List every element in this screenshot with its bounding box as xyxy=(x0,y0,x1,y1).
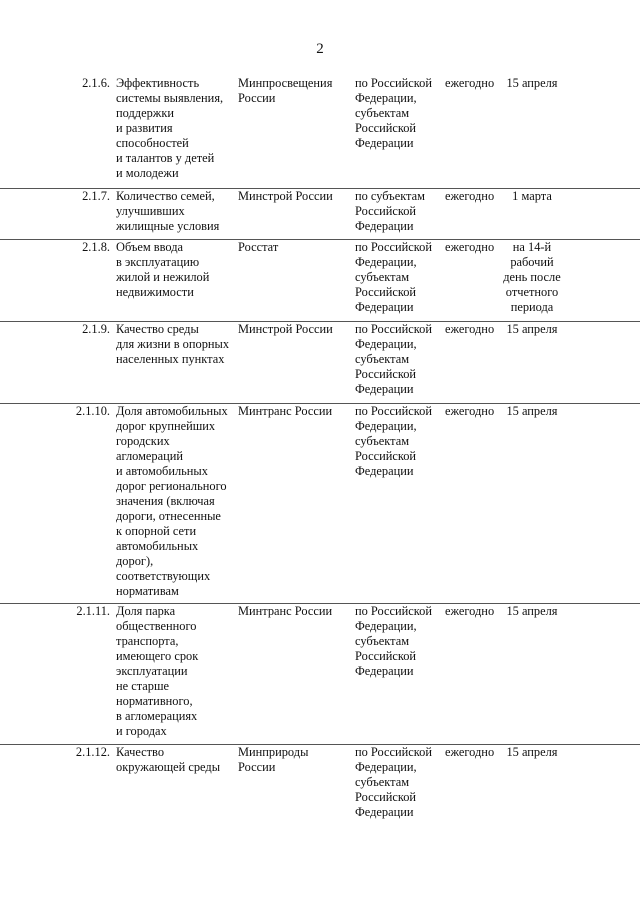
row-number: 2.1.7. xyxy=(82,189,110,203)
indicators-table xyxy=(0,76,640,825)
frequency: ежегодно xyxy=(445,76,495,90)
responsible-agency: Минтранс России xyxy=(238,404,333,418)
deadline: 15 апреля xyxy=(506,322,558,336)
frequency: ежегодно xyxy=(445,404,495,418)
indicator-name: Эффективность системы выявления, поддержки и развития способностей и талантов у детей и молодежи xyxy=(116,76,224,180)
table-row xyxy=(0,404,640,604)
table-row xyxy=(0,604,640,745)
deadline: 1 марта xyxy=(512,189,552,203)
deadline: 15 апреля xyxy=(506,604,558,618)
responsible-agency: Минпросвещения России xyxy=(238,76,333,105)
data-level: по Российской Федерации, субъектам Российской Федерации xyxy=(355,322,432,396)
row-number: 2.1.8. xyxy=(82,240,110,254)
data-level: по Российской Федерации, субъектам Российской Федерации xyxy=(355,745,432,819)
table-row xyxy=(0,240,640,322)
frequency: ежегодно xyxy=(445,745,495,759)
indicator-name: Качество окружающей среды xyxy=(116,745,221,774)
responsible-agency: Минтранс России xyxy=(238,604,333,618)
frequency: ежегодно xyxy=(445,240,495,254)
responsible-agency: Росстат xyxy=(238,240,279,254)
table-row xyxy=(0,745,640,825)
frequency: ежегодно xyxy=(445,604,495,618)
frequency: ежегодно xyxy=(445,322,495,336)
responsible-agency: Минприроды России xyxy=(238,745,309,774)
indicator-name: Объем ввода в эксплуатацию жилой и нежилой недвижимости xyxy=(116,240,210,299)
row-number: 2.1.6. xyxy=(82,76,110,90)
responsible-agency: Минстрой России xyxy=(238,189,333,203)
indicator-name: Доля автомобильных дорог крупнейших городских агломераций и автомобильных дорог регионального значения (включая дороги, отнесенные к опорной сети автомобильных дорог), соответствующих нормативам xyxy=(116,404,228,598)
row-number: 2.1.10. xyxy=(75,404,110,418)
responsible-agency: Минстрой России xyxy=(238,322,333,336)
deadline: 15 апреля xyxy=(506,76,558,90)
deadline: 15 апреля xyxy=(506,745,558,759)
data-level: по Российской Федерации, субъектам Российской Федерации xyxy=(355,240,432,314)
data-level: по Российской Федерации, субъектам Российской Федерации xyxy=(355,76,432,150)
deadline: 15 апреля xyxy=(506,404,558,418)
indicator-name: Качество среды для жизни в опорных населенных пунктах xyxy=(116,322,230,366)
table-row xyxy=(0,76,640,189)
data-level: по Российской Федерации, субъектам Российской Федерации xyxy=(355,604,432,678)
row-number: 2.1.9. xyxy=(82,322,110,336)
indicator-name: Доля парка общественного транспорта, имеющего срок эксплуатации не старше нормативного, в агломерациях и городах xyxy=(116,604,199,738)
table-row xyxy=(0,189,640,240)
page-number: 2 xyxy=(316,41,324,57)
deadline: на 14-й рабочий день после отчетного периода xyxy=(503,240,561,314)
row-number: 2.1.11. xyxy=(76,604,110,618)
row-number: 2.1.12. xyxy=(75,745,110,759)
data-level: по Российской Федерации, субъектам Российской Федерации xyxy=(355,404,432,478)
data-level: по субъектам Российской Федерации xyxy=(355,189,425,233)
frequency: ежегодно xyxy=(445,189,495,203)
indicator-name: Количество семей, улучшивших жилищные условия xyxy=(116,189,220,233)
table-row xyxy=(0,322,640,404)
